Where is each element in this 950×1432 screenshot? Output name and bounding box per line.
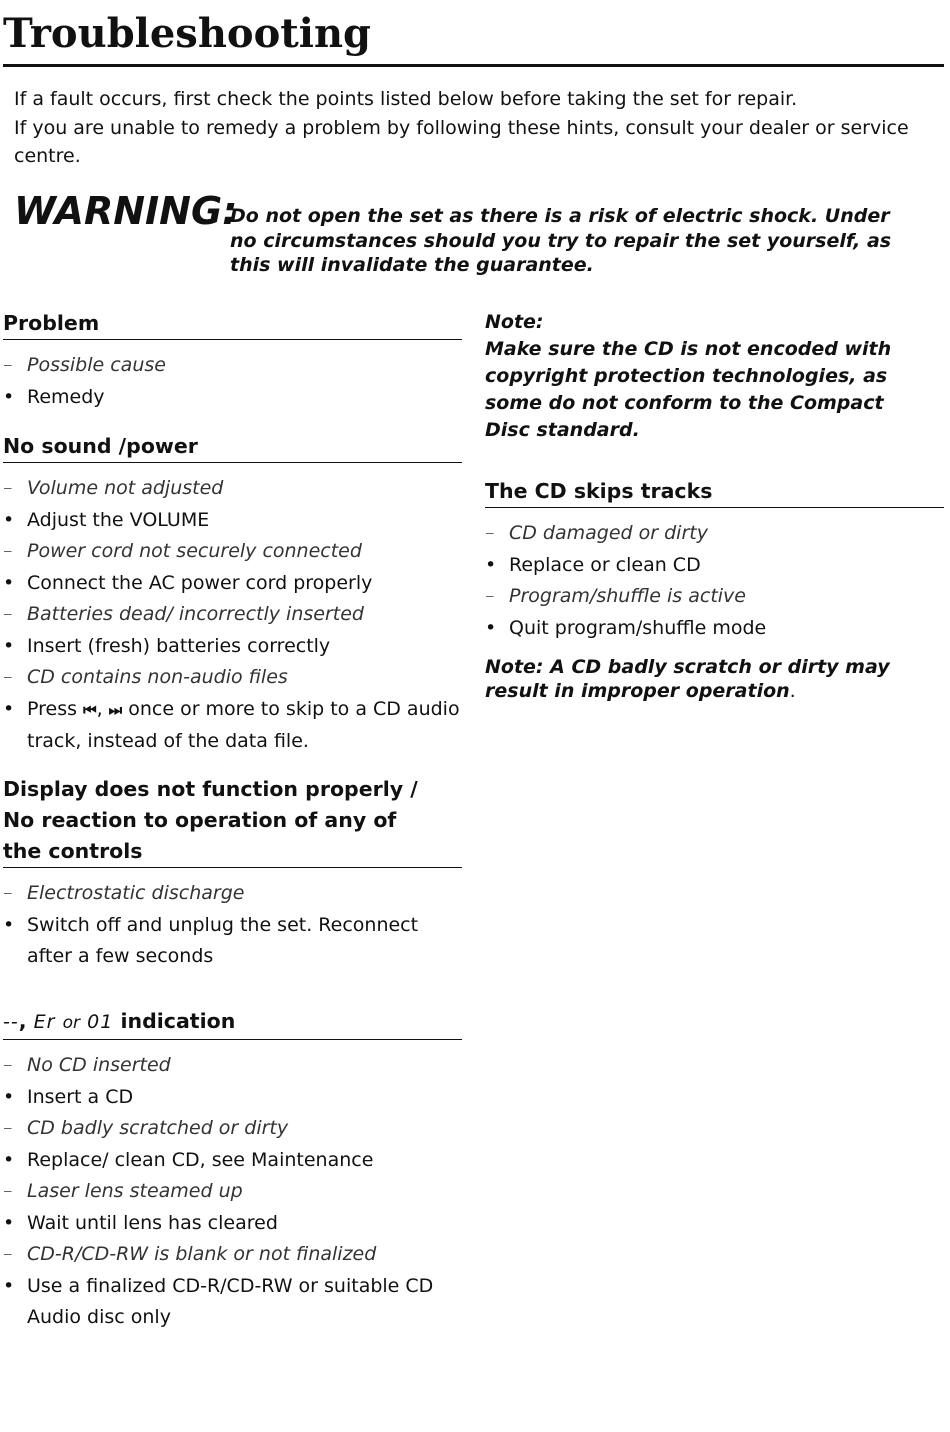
dash-mark: – [3, 1117, 13, 1139]
cause-item [3, 1239, 462, 1271]
remedy-text: Connect the AC power cord properly [27, 571, 373, 594]
warning-label: WARNING: [14, 189, 238, 233]
bullet-mark: • [3, 697, 15, 720]
indication-heading [3, 1004, 462, 1040]
remedy-item [485, 613, 944, 645]
cause-text: Laser lens steamed up [27, 1180, 243, 1202]
remedy-text: Replace/ clean CD, see Maintenance [27, 1148, 374, 1171]
remedy-item [485, 550, 944, 582]
lcd-sep: , [18, 1009, 27, 1033]
intro-text [14, 85, 914, 171]
cause-text: CD contains non-audio files [27, 666, 288, 688]
legend-cause [3, 350, 462, 382]
note-scratch-end: . [789, 680, 796, 702]
remedy-text: Insert a CD [27, 1085, 134, 1108]
legend-cause-text: Possible cause [27, 354, 166, 376]
bullet-mark: • [3, 1274, 15, 1297]
cause-text: Batteries dead/ incorrectly inserted [27, 603, 364, 625]
remedy-text: Switch off and unplug the set. Reconnect after a few seconds [27, 913, 419, 967]
cause-text: CD-R/CD-RW is blank or not finalized [27, 1243, 377, 1265]
remedy-text: Insert (fresh) batteries correctly [27, 634, 331, 657]
legend-items [3, 350, 462, 413]
indication-items [3, 1050, 462, 1334]
skip-next-icon: ⏭ [108, 700, 123, 719]
cause-item [3, 599, 462, 631]
cause-item [3, 536, 462, 568]
cause-text: CD damaged or dirty [509, 522, 708, 544]
remedy-item [3, 1145, 462, 1177]
dash-mark: – [3, 477, 13, 499]
display-heading: Display does not function properly / No reaction to operation of any of the controls [3, 772, 462, 868]
remedy-item [3, 1208, 462, 1240]
dash-mark: – [3, 1180, 13, 1202]
remedy-item [3, 1082, 462, 1114]
legend-remedy-text: Remedy [27, 385, 105, 408]
cause-item [485, 581, 944, 613]
bullet-mark: • [3, 634, 15, 657]
remedy-item [3, 1271, 462, 1334]
remedy-text: Replace or clean CD [509, 553, 701, 576]
skips-items [485, 518, 944, 644]
cause-text: Volume not adjusted [27, 477, 224, 499]
bullet-mark: • [3, 1148, 15, 1171]
remedy-item [3, 568, 462, 600]
no-sound-section [3, 429, 462, 758]
note-scratch-text: Note: A CD badly scratch or dirty may result in improper operation [485, 656, 890, 702]
cause-item [3, 662, 462, 694]
press-sep: , [96, 697, 103, 720]
cause-text: Electrostatic discharge [27, 882, 245, 904]
cause-text: No CD inserted [27, 1054, 171, 1076]
skips-heading: The CD skips tracks [485, 474, 944, 508]
bullet-mark: • [3, 913, 15, 936]
page-title: Troubleshooting [3, 10, 371, 57]
cause-item [3, 1050, 462, 1082]
remedy-item [3, 505, 462, 537]
cause-item [3, 878, 462, 910]
remedy-text: Adjust the VOLUME [27, 508, 210, 531]
bullet-mark: • [3, 1085, 15, 1108]
dash-mark: – [485, 522, 495, 544]
lcd-01: 01 [87, 1011, 114, 1033]
dash-mark: – [3, 540, 13, 562]
remedy-text: Use a finalized CD-R/CD-RW or suitable CD Audio disc only [27, 1274, 434, 1328]
press-prefix: Press [27, 697, 78, 720]
remedy-text: Quit program/shuffle mode [509, 616, 767, 639]
lcd-or: or [62, 1013, 81, 1033]
cause-item [3, 1176, 462, 1208]
dash-mark: – [3, 603, 13, 625]
dash-mark: – [3, 666, 13, 688]
bullet-mark: • [485, 616, 497, 639]
cause-item [485, 518, 944, 550]
no-sound-items [3, 473, 462, 694]
dash-mark: – [3, 354, 13, 376]
title-divider [3, 64, 944, 67]
bullet-mark: • [3, 385, 15, 408]
cause-item [3, 1113, 462, 1145]
no-sound-heading: No sound /power [3, 429, 462, 463]
warning-text: Do not open the set as there is a risk of electric shock. Under no circumstances should you try to repair the set yourself, as this will invalidate the guarantee. [230, 205, 892, 276]
display-items [3, 878, 462, 973]
press-suffix: once or more to skip to a CD audio track, instead of the data file. [27, 697, 460, 752]
indication-word: indication [120, 1009, 236, 1033]
lcd-dashes: -- [3, 1011, 19, 1033]
skips-section [485, 474, 944, 644]
legend-section [3, 306, 462, 413]
cause-text: Power cord not securely connected [27, 540, 362, 562]
cause-item [3, 473, 462, 505]
note-copyright [485, 309, 935, 444]
dash-mark: – [3, 1243, 13, 1265]
dash-mark: – [485, 585, 495, 607]
bullet-mark: • [3, 508, 15, 531]
note-label: Note: [485, 311, 544, 333]
note-scratch [485, 655, 945, 703]
legend-remedy [3, 382, 462, 414]
display-section [3, 772, 462, 973]
dash-mark: – [3, 882, 13, 904]
legend-heading: Problem [3, 306, 462, 340]
bullet-mark: • [3, 571, 15, 594]
note-copyright-text: Make sure the CD is not encoded with copyright protection technologies, as some do not conform to the Compact Disc standard. [485, 338, 892, 441]
lcd-er: Er [33, 1011, 56, 1033]
indication-section [3, 1004, 462, 1334]
skip-previous-icon: ⏮ [83, 700, 97, 719]
remedy-item [3, 631, 462, 663]
press-remedy [3, 694, 462, 758]
cause-text: CD badly scratched or dirty [27, 1117, 289, 1139]
bullet-mark: • [3, 1211, 15, 1234]
cause-text: Program/shuffle is active [509, 585, 746, 607]
remedy-text: Wait until lens has cleared [27, 1211, 278, 1234]
dash-mark: – [3, 1054, 13, 1076]
intro-line-1: If a fault occurs, first check the points listed below before taking the set for repair. [14, 88, 798, 110]
intro-line-2: If you are unable to remedy a problem by following these hints, consult your dealer or service centre. [14, 116, 909, 167]
bullet-mark: • [485, 553, 497, 576]
remedy-item [3, 910, 462, 973]
